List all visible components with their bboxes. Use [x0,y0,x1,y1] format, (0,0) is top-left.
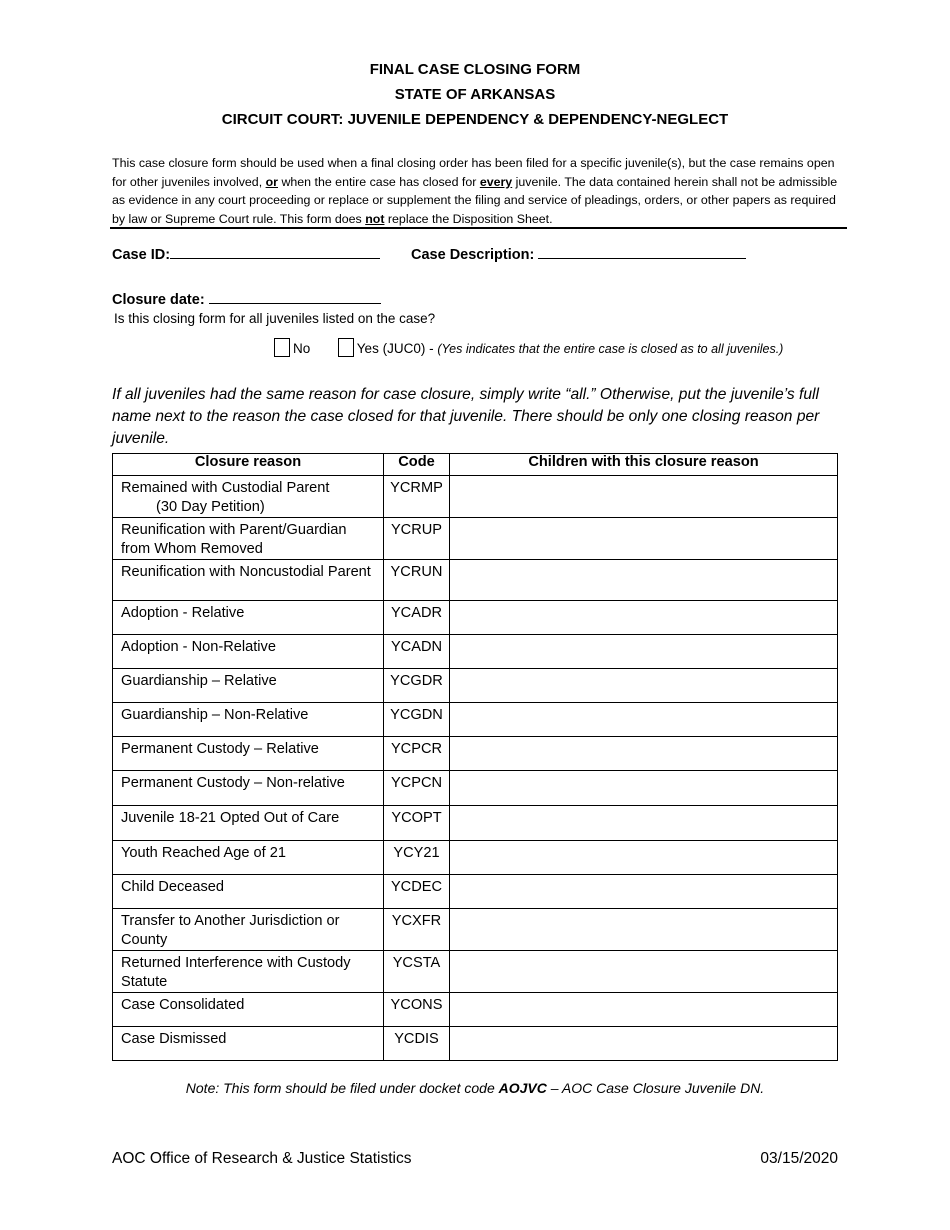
table-header-row [113,454,838,476]
table-row [113,635,838,669]
children-cell[interactable] [450,875,838,909]
children-cell[interactable] [450,806,838,841]
column-header-children: Children with this closure reason [450,454,838,476]
code-cell: YCRUP [384,518,450,560]
closure-date-field[interactable] [209,289,381,304]
table-row [113,951,838,993]
table-row [113,601,838,635]
docket-code: AOJVC [498,1080,547,1096]
code-cell: YCGDN [384,703,450,737]
closure-reason-cell: Transfer to Another Jurisdiction or County [113,909,384,951]
code-cell: YCOPT [384,806,450,841]
table-row [113,771,838,806]
closure-reason-cell: Permanent Custody – Relative [113,737,384,771]
code-cell: YCDIS [384,1027,450,1061]
header-divider [110,227,847,229]
footer-office: AOC Office of Research & Justice Statistics [112,1150,412,1167]
intro-text-2: when the entire case has closed for [278,174,480,189]
closure-reason-cell: Returned Interference with Custody Statute [113,951,384,993]
code-cell: YCXFR [384,909,450,951]
code-cell: YCADN [384,635,450,669]
table-row [113,875,838,909]
case-description-row [411,244,746,263]
table-row [113,1027,838,1061]
children-cell[interactable] [450,737,838,771]
case-id-row [112,244,380,263]
table-row [113,909,838,951]
code-cell: YCGDR [384,669,450,703]
closure-reason-cell: Adoption - Non-Relative [113,635,384,669]
intro-text-3: juvenile. The data contained herein shall not be admissible as evidence in any court proceeding or replace or supplement the filing and service of pleadings, orders, or other papers as required by law or Supreme Court rule. This form does [112,174,838,226]
case-description-label: Case Description: [411,247,535,263]
closure-reason-cell: Juvenile 18-21 Opted Out of Care [113,806,384,841]
closure-reason-table [112,453,838,1061]
children-cell[interactable] [450,909,838,951]
yes-note: (Yes indicates that the entire case is closed as to all juveniles.) [437,342,784,356]
code-cell: YCPCN [384,771,450,806]
table-row [113,841,838,875]
docket-note [0,1080,950,1096]
yes-label: Yes (JUC0) - [356,341,438,356]
children-cell[interactable] [450,476,838,518]
intro-not: not [365,211,385,226]
children-cell[interactable] [450,1027,838,1061]
court-title: CIRCUIT COURT: JUVENILE DEPENDENCY & DEPENDENCY-NEGLECT [221,111,729,128]
code-cell: YCSTA [384,951,450,993]
table-row [113,669,838,703]
code-cell: YCRUN [384,560,450,601]
footer-date: 03/15/2020 [760,1150,838,1167]
code-cell: YCRMP [384,476,450,518]
intro-text-4: replace the Disposition Sheet. [384,211,553,226]
closure-reason-cell: Guardianship – Non-Relative [113,703,384,737]
table-row [113,476,838,518]
children-cell[interactable] [450,635,838,669]
case-id-label: Case ID: [112,247,171,263]
table-row [113,806,838,841]
code-cell: YCDEC [384,875,450,909]
no-label: No [293,341,311,356]
form-title: FINAL CASE CLOSING FORM [369,61,581,78]
closure-reason-cell: Youth Reached Age of 21 [113,841,384,875]
closure-reason-cell: Reunification with Parent/Guardian from Whom Removed [113,518,384,560]
closure-reason-cell: Case Dismissed [113,1027,384,1061]
closure-reason-cell: Child Deceased [113,875,384,909]
all-juveniles-options [274,338,783,357]
table-row [113,993,838,1027]
table-row [113,737,838,771]
case-id-field[interactable] [170,244,380,259]
note-prefix: Note: This form should be filed under docket code [185,1080,499,1096]
intro-paragraph [112,154,842,228]
yes-checkbox[interactable] [338,338,354,357]
table-row [113,703,838,737]
no-checkbox[interactable] [274,338,290,357]
children-cell[interactable] [450,703,838,737]
closure-date-row [112,289,381,308]
closure-reason-cell [113,476,384,518]
code-cell: YCADR [384,601,450,635]
all-juveniles-question: Is this closing form for all juveniles listed on the case? [114,311,436,326]
closure-reason-text: Remained with Custodial Parent [121,480,330,496]
closure-reason-cell: Case Consolidated [113,993,384,1027]
form-header [0,57,950,132]
column-header-closure-reason: Closure reason [113,454,384,476]
children-cell[interactable] [450,518,838,560]
intro-every: every [479,174,513,189]
note-suffix: – AOC Case Closure Juvenile DN. [546,1080,765,1096]
closure-reason-cell: Guardianship – Relative [113,669,384,703]
closure-reason-subtext: (30 Day Petition) [156,499,265,515]
closure-reason-cell: Permanent Custody – Non-relative [113,771,384,806]
children-cell[interactable] [450,669,838,703]
children-cell[interactable] [450,601,838,635]
code-cell: YCONS [384,993,450,1027]
closure-instructions: If all juveniles had the same reason for case closure, simply write “all.” Otherwise, put the juvenile’s full name next to the reason the case closed for that juvenile. There should be only one closing reason per juvenile. [112,386,820,447]
closure-reason-cell: Reunification with Noncustodial Parent [113,560,384,601]
case-description-field[interactable] [538,244,746,259]
children-cell[interactable] [450,771,838,806]
intro-or: or [265,174,278,189]
table-row [113,518,838,560]
closure-reason-cell: Adoption - Relative [113,601,384,635]
table-row [113,560,838,601]
closure-date-label: Closure date: [112,292,205,308]
code-cell: YCY21 [384,841,450,875]
children-cell[interactable] [450,951,838,993]
children-cell[interactable] [450,560,838,601]
column-header-code: Code [384,454,450,476]
state-title: STATE OF ARKANSAS [394,86,556,103]
intro-text-1: This case closure form should be used when a final closing order has been filed for a specific juvenile(s), but the case remains open for other juveniles involved, [112,156,835,189]
children-cell[interactable] [450,841,838,875]
children-cell[interactable] [450,993,838,1027]
code-cell: YCPCR [384,737,450,771]
